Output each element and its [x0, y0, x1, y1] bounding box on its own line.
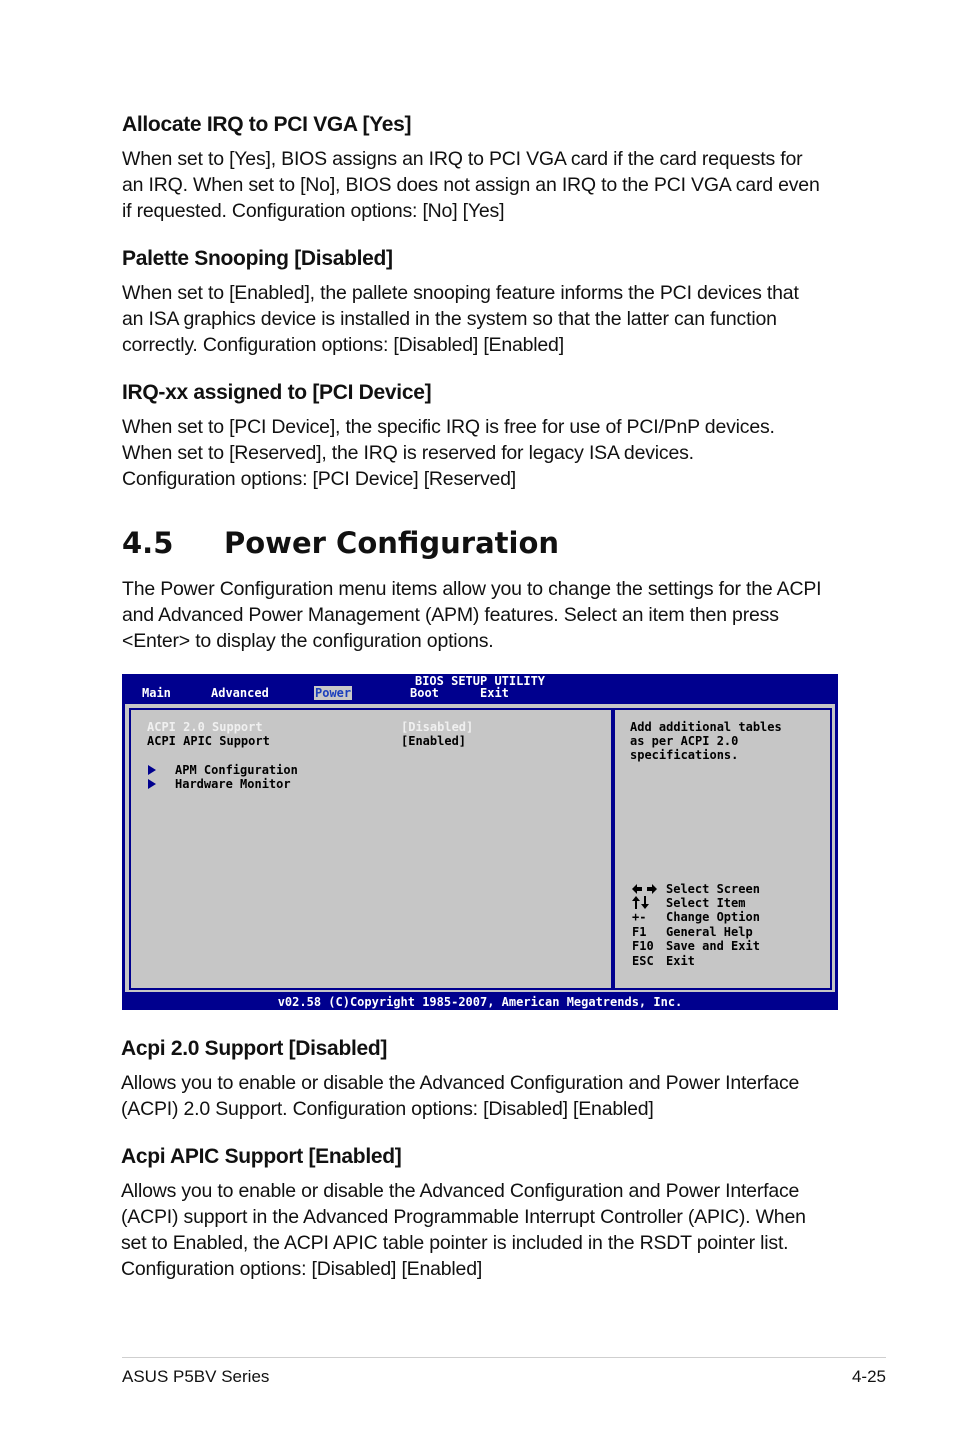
section-heading-irq-assigned: IRQ-xx assigned to [PCI Device]: [122, 381, 432, 404]
bios-menu-power[interactable]: Power: [315, 686, 352, 700]
text-line: set to Enabled, the ACPI APIC table pointer is included in the RSDT pointer list.: [121, 1232, 789, 1254]
bios-submenu-apm[interactable]: APM Configuration: [175, 763, 298, 777]
text-line: When set to [PCI Device], the specific IRQ is free for use of PCI/PnP devices.: [122, 416, 775, 438]
bios-key-desc: General Help: [666, 925, 753, 939]
bios-key: ESC: [632, 954, 654, 968]
bios-key-desc: Select Screen: [666, 882, 760, 896]
bios-settings-pane: [129, 708, 613, 990]
text-line: an IRQ. When set to [No], BIOS does not assign an IRQ to the PCI VGA card even: [122, 174, 820, 196]
bios-key: F1: [632, 925, 647, 939]
text-line: When set to [Reserved], the IRQ is reserved for legacy ISA devices.: [122, 442, 694, 464]
text-line: The Power Configuration menu items allow you to change the settings for the ACPI: [122, 578, 822, 600]
text-line: (ACPI) support in the Advanced Programmable Interrupt Controller (APIC). When: [121, 1206, 806, 1228]
main-section-intro: [122, 576, 821, 654]
section-body-allocate-irq: [122, 146, 820, 224]
left-right-arrows-icon: [632, 883, 658, 895]
bios-footer: v02.58 (C)Copyright 1985-2007, American Megatrends, Inc.: [277, 995, 683, 1009]
bios-menu-bar: [122, 686, 838, 701]
section-number: 4.5: [122, 526, 174, 560]
bios-title: BIOS SETUP UTILITY: [414, 674, 546, 688]
text-line: an ISA graphics device is installed in the system so that the latter can function: [122, 308, 777, 330]
bios-key-desc: Change Option: [666, 910, 760, 924]
section-title: Power Configuration: [224, 526, 560, 560]
bios-submenu-hardware-monitor[interactable]: Hardware Monitor: [175, 777, 291, 791]
up-down-arrows-icon: [632, 896, 650, 909]
text-line: if requested. Configuration options: [No] [Yes]: [122, 200, 505, 222]
bios-key-desc: Select Item: [666, 896, 746, 910]
bios-key-desc: Exit: [666, 954, 695, 968]
bios-item-acpi-apic-value[interactable]: [Enabled]: [401, 734, 467, 748]
text-line: Configuration options: [Disabled] [Enabled]: [121, 1258, 483, 1280]
bios-item-acpi-apic-label[interactable]: ACPI APIC Support: [147, 734, 270, 748]
main-section-heading: [122, 526, 559, 560]
section-heading-acpi-20: Acpi 2.0 Support [Disabled]: [121, 1037, 388, 1060]
text-line: When set to [Enabled], the pallete snooping feature informs the PCI devices that: [122, 282, 799, 304]
section-body-acpi-20: [121, 1070, 799, 1122]
bios-item-acpi-20-label[interactable]: ACPI 2.0 Support: [147, 720, 263, 734]
section-heading-palette-snooping: Palette Snooping [Disabled]: [122, 247, 393, 270]
submenu-arrow-icon: [148, 779, 156, 789]
footer-page-number: 4-25: [851, 1367, 886, 1386]
footer-product: ASUS P5BV Series: [122, 1367, 270, 1386]
bios-menu-advanced[interactable]: Advanced: [211, 686, 269, 700]
bios-help-line: as per ACPI 2.0: [630, 734, 739, 748]
bios-key: +-: [632, 910, 647, 924]
text-line: (ACPI) 2.0 Support. Configuration options: [Disabled] [Enabled]: [121, 1098, 654, 1120]
bios-key-desc: Save and Exit: [666, 939, 760, 953]
text-line: Configuration options: [PCI Device] [Reserved]: [122, 468, 516, 490]
bios-panel: [125, 704, 835, 992]
bios-help-line: specifications.: [630, 748, 739, 762]
section-body-palette-snooping: [122, 280, 799, 358]
text-line: When set to [Yes], BIOS assigns an IRQ to PCI VGA card if the card requests for: [122, 148, 803, 170]
section-heading-allocate-irq: Allocate IRQ to PCI VGA [Yes]: [122, 113, 412, 136]
text-line: and Advanced Power Management (APM) features. Select an item then press: [122, 604, 779, 626]
text-line: <Enter> to display the configuration options.: [122, 630, 494, 652]
section-body-irq-assigned: [122, 414, 775, 492]
section-body-acpi-apic: [121, 1178, 806, 1282]
bios-menu-main[interactable]: Main: [142, 686, 171, 700]
text-line: Allows you to enable or disable the Advanced Configuration and Power Interface: [121, 1072, 800, 1094]
bios-help-pane: [613, 708, 832, 990]
bios-screen: [122, 674, 838, 1010]
text-line: Allows you to enable or disable the Advanced Configuration and Power Interface: [121, 1180, 800, 1202]
footer-rule: [122, 1357, 886, 1358]
text-line: correctly. Configuration options: [Disabled] [Enabled]: [122, 334, 564, 356]
bios-menu-exit[interactable]: Exit: [480, 686, 509, 700]
bios-key: F10: [632, 939, 654, 953]
bios-menu-boot[interactable]: Boot: [410, 686, 439, 700]
bios-help-line: Add additional tables: [630, 720, 782, 734]
submenu-arrow-icon: [148, 765, 156, 775]
section-heading-acpi-apic: Acpi APIC Support [Enabled]: [121, 1145, 402, 1168]
bios-item-acpi-20-value[interactable]: [Disabled]: [401, 720, 474, 734]
